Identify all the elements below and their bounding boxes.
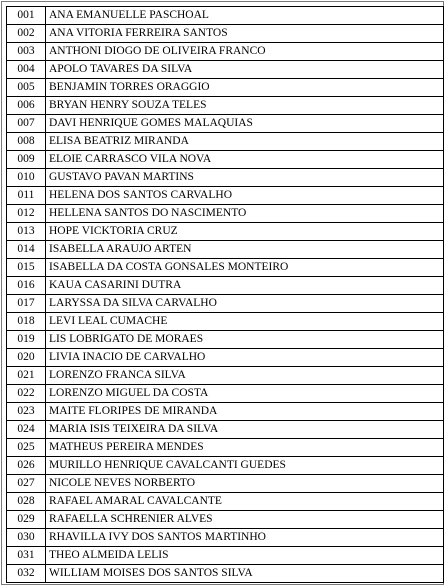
table-row xyxy=(7,133,444,151)
table-row xyxy=(7,277,444,295)
row-number-cell: 001 xyxy=(7,7,46,25)
row-number-cell: 006 xyxy=(7,97,46,115)
student-name-cell: MURILLO HENRIQUE CAVALCANTI GUEDES xyxy=(46,457,444,475)
row-number-cell: 023 xyxy=(7,403,46,421)
student-name-cell: RAFAELLA SCHRENIER ALVES xyxy=(46,511,444,529)
row-number-cell: 015 xyxy=(7,259,46,277)
student-name-cell: BENJAMIN TORRES ORAGGIO xyxy=(46,79,444,97)
table-row xyxy=(7,385,444,403)
table-row xyxy=(7,187,444,205)
table-row xyxy=(7,7,444,25)
row-number-cell: 010 xyxy=(7,169,46,187)
table-row xyxy=(7,25,444,43)
student-name-cell: DAVI HENRIQUE GOMES MALAQUIAS xyxy=(46,115,444,133)
row-number-cell: 028 xyxy=(7,493,46,511)
table-row xyxy=(7,61,444,79)
student-name-cell: LIVIA INACIO DE CARVALHO xyxy=(46,349,444,367)
row-number-cell: 016 xyxy=(7,277,46,295)
student-name-cell: HOPE VICKTORIA CRUZ xyxy=(46,223,444,241)
table-row xyxy=(7,331,444,349)
student-name-cell: ELISA BEATRIZ MIRANDA xyxy=(46,133,444,151)
row-number-cell: 002 xyxy=(7,25,46,43)
table-row xyxy=(7,97,444,115)
student-name-cell: NICOLE NEVES NORBERTO xyxy=(46,475,444,493)
row-number-cell: 029 xyxy=(7,511,46,529)
row-number-cell: 031 xyxy=(7,547,46,565)
table-row xyxy=(7,475,444,493)
table-row xyxy=(7,43,444,61)
document-frame xyxy=(1,1,444,585)
row-number-cell: 020 xyxy=(7,349,46,367)
row-number-cell: 018 xyxy=(7,313,46,331)
row-number-cell: 022 xyxy=(7,385,46,403)
row-number-cell: 011 xyxy=(7,187,46,205)
row-number-cell: 014 xyxy=(7,241,46,259)
table-row xyxy=(7,349,444,367)
table-row xyxy=(7,439,444,457)
row-number-cell: 032 xyxy=(7,565,46,583)
student-name-cell: KAUA CASARINI DUTRA xyxy=(46,277,444,295)
student-name-cell: LORENZO MIGUEL DA COSTA xyxy=(46,385,444,403)
row-number-cell: 009 xyxy=(7,151,46,169)
student-name-cell: WILLIAM MOISES DOS SANTOS SILVA xyxy=(46,565,444,583)
student-name-cell: APOLO TAVARES DA SILVA xyxy=(46,61,444,79)
table-row xyxy=(7,115,444,133)
table-row xyxy=(7,151,444,169)
row-number-cell: 025 xyxy=(7,439,46,457)
row-number-cell: 012 xyxy=(7,205,46,223)
student-name-cell: HELLENA SANTOS DO NASCIMENTO xyxy=(46,205,444,223)
student-name-cell: RAFAEL AMARAL CAVALCANTE xyxy=(46,493,444,511)
student-name-cell: ANA EMANUELLE PASCHOAL xyxy=(46,7,444,25)
table-row xyxy=(7,547,444,565)
table-row xyxy=(7,79,444,97)
table-row xyxy=(7,241,444,259)
student-name-cell: GUSTAVO PAVAN MARTINS xyxy=(46,169,444,187)
student-name-cell: ANA VITORIA FERREIRA SANTOS xyxy=(46,25,444,43)
row-number-cell: 017 xyxy=(7,295,46,313)
table-row xyxy=(7,457,444,475)
student-name-cell: MARIA ISIS TEIXEIRA DA SILVA xyxy=(46,421,444,439)
table-row xyxy=(7,367,444,385)
student-name-cell: ISABELLA ARAUJO ARTEN xyxy=(46,241,444,259)
student-name-cell: BRYAN HENRY SOUZA TELES xyxy=(46,97,444,115)
student-name-cell: MAITE FLORIPES DE MIRANDA xyxy=(46,403,444,421)
row-number-cell: 003 xyxy=(7,43,46,61)
row-number-cell: 019 xyxy=(7,331,46,349)
table-row xyxy=(7,529,444,547)
student-name-cell: ELOIE CARRASCO VILA NOVA xyxy=(46,151,444,169)
table-row xyxy=(7,295,444,313)
student-name-cell: ANTHONI DIOGO DE OLIVEIRA FRANCO xyxy=(46,43,444,61)
row-number-cell: 024 xyxy=(7,421,46,439)
table-row xyxy=(7,259,444,277)
row-number-cell: 026 xyxy=(7,457,46,475)
table-row xyxy=(7,421,444,439)
student-name-cell: THEO ALMEIDA LELIS xyxy=(46,547,444,565)
row-number-cell: 008 xyxy=(7,133,46,151)
table-row xyxy=(7,313,444,331)
student-name-cell: ISABELLA DA COSTA GONSALES MONTEIRO xyxy=(46,259,444,277)
roster-body xyxy=(7,7,444,583)
table-row xyxy=(7,205,444,223)
row-number-cell: 004 xyxy=(7,61,46,79)
student-name-cell: HELENA DOS SANTOS CARVALHO xyxy=(46,187,444,205)
row-number-cell: 030 xyxy=(7,529,46,547)
table-row xyxy=(7,565,444,583)
student-name-cell: LORENZO FRANCA SILVA xyxy=(46,367,444,385)
student-name-cell: LARYSSA DA SILVA CARVALHO xyxy=(46,295,444,313)
student-roster-table xyxy=(6,6,444,583)
row-number-cell: 007 xyxy=(7,115,46,133)
table-row xyxy=(7,511,444,529)
table-row xyxy=(7,493,444,511)
row-number-cell: 005 xyxy=(7,79,46,97)
student-name-cell: LIS LOBRIGATO DE MORAES xyxy=(46,331,444,349)
student-name-cell: RHAVILLA IVY DOS SANTOS MARTINHO xyxy=(46,529,444,547)
table-row xyxy=(7,223,444,241)
row-number-cell: 027 xyxy=(7,475,46,493)
student-name-cell: LEVI LEAL CUMACHE xyxy=(46,313,444,331)
table-row xyxy=(7,403,444,421)
row-number-cell: 021 xyxy=(7,367,46,385)
table-row xyxy=(7,169,444,187)
student-name-cell: MATHEUS PEREIRA MENDES xyxy=(46,439,444,457)
row-number-cell: 013 xyxy=(7,223,46,241)
